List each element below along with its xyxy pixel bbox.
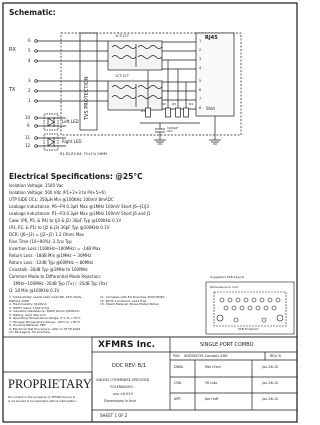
spec-line: 1MHz~100MHz -35dB Typ (Tx) / -35dB Typ (Rx)	[13, 281, 108, 286]
spec-line: Crosstalk -30dB Typ @1MHz to 100MHz	[9, 267, 88, 272]
pcb-subtitle: Dimensions in inch	[210, 285, 239, 289]
note-line: 7. Storage Temperature Range: -40°C to +85°C	[9, 319, 81, 324]
transformer-ratio-bottom: 1CT:1CT	[115, 74, 129, 78]
rj45-pin-6: 6	[199, 88, 202, 92]
proprietary-line-1: Document is the property of XFMRS Group &	[8, 395, 76, 399]
note-line: 2. Flammability: UL94V-0	[9, 302, 47, 306]
note-line: 9. Electrical Test Procedure: refer to XF-TP-0042	[9, 326, 81, 331]
shield-label: Shld	[206, 106, 215, 111]
spec-line: Isolation Voltage: 500 Vdc (P1+2+3 to P4+5+6)	[9, 190, 106, 195]
left-pin-5: 5	[28, 48, 31, 53]
note-line: 11. Complies with EU Directive 2002/95/EC	[100, 295, 165, 299]
electrical-title: Electrical Specifications: @25°C	[9, 172, 143, 181]
rj45-pin-5: 5	[199, 79, 202, 83]
spec-line: Cww: (P6, P5, & P4) to (J3 & J2) 30pF Typ @100KHz 0.1V	[9, 218, 122, 223]
led-pin-12: 12	[25, 143, 31, 148]
proprietary-line-2: is not allowed to be duplicated without authorization	[8, 400, 77, 403]
note-line: 10. Packaging: 50 pcs/Tube	[9, 330, 50, 334]
spec-line: UTP SIDE OCL: 350µH Min @100KHz 100mV 8mADC	[9, 197, 114, 202]
spec-line: Return Loss: -12dB Typ @60MHz ~ 80MHz	[9, 260, 94, 265]
resistor-r1: R1	[141, 109, 145, 113]
spec-line: (P3, P2, & P1) to (J2 & J3) 30pF Typ @100KHz 0.1V	[9, 225, 110, 230]
spec-line: Q: 18 Min @100KHz 0.1V	[9, 288, 60, 293]
spec-line: Leakage Inductance: P1~P3 0.3µH Max @1MHz 100mV Short J6 and J1	[9, 211, 151, 216]
pn-label: P/N:	[173, 354, 180, 358]
rj45-pin-2: 2	[199, 48, 202, 52]
rj45-pin-8: 8	[199, 106, 202, 110]
left-led-label: Left LED	[62, 119, 79, 124]
left-pin-1: 1	[28, 98, 31, 103]
note-line: 13. Shield Material: Brass Plated Nickel	[100, 302, 159, 306]
note-line: Method 208H	[9, 298, 30, 303]
resistor-r3: R3	[172, 102, 176, 106]
rx-label: RX	[9, 47, 16, 53]
connector-label: RJ45	[205, 35, 218, 41]
resistor-r2: R2	[162, 102, 166, 106]
note-line: 6. Operating Temperature Range: 0°C to +70°C	[9, 316, 81, 320]
row-role: CHK.	[174, 381, 183, 385]
row-name: Joe Huff	[205, 397, 219, 401]
led-pin-10: 10	[25, 115, 31, 120]
proprietary-title: PROPRIETARY	[8, 377, 92, 391]
company-name: XFMRS Inc.	[98, 340, 156, 350]
schematic-title: Schematic:	[9, 8, 56, 17]
spec-line: Insertion Loss (100KHz~100MHz) = -1dB Max	[9, 246, 101, 251]
note-line: 12. RoHS Compliant, Lead Free	[100, 298, 147, 303]
spec-line: DCR: (J6~J3) = (J2~J1) 1.2 Ohms Max	[9, 232, 84, 237]
rev-label: REV. B	[270, 354, 281, 358]
note-line: 1. Solderability: Leads shall meet MIL-STD-202G,	[9, 295, 83, 299]
resistor-r4: R4	[189, 102, 193, 106]
spec-line: Return Loss: -18dB Min @1MHz ~ 30MHz	[9, 253, 92, 258]
doc-rev: DOC REV: B/1	[112, 363, 147, 369]
tx-label: TX	[9, 87, 16, 93]
part-number: XFATM2VYS-Combo1-2MS	[184, 354, 228, 358]
tolerances-label: TOLERANCES:	[110, 385, 134, 389]
left-pin-2: 2	[28, 88, 31, 93]
row-date: Jun-26-10	[262, 397, 279, 401]
row-role: DWN.	[174, 365, 184, 369]
resistor-note: R1,R2,R3,R4: 75±1% OHMS	[60, 152, 108, 156]
right-led-label: Right LED	[62, 139, 82, 144]
drawing-title: SINGLE PORT COMBO	[200, 342, 254, 348]
row-date: Jun-26-10	[262, 381, 279, 385]
tolerance-value: .xxx ±0.010	[112, 392, 133, 396]
note-line: 4. Insulation Resistance: 500M Ohms @500Vdc	[9, 309, 80, 313]
note-line: 3. HIPOT rated: 1500 Vrms	[9, 305, 50, 310]
note-line: 8. Housing Material: PBT	[9, 323, 46, 327]
spec-line: Common Mode to Differential Mode Rejection:	[9, 274, 102, 279]
rj45-pin-1: 1	[199, 39, 202, 43]
transformer-ratio-top: 1CT:1CT	[115, 34, 129, 38]
unless-label: UNLESS OTHERWISE SPECIFIED	[96, 378, 150, 382]
capacitor-label: 1000pF 2kV	[167, 126, 179, 133]
row-date: Jun-26-10	[262, 365, 279, 369]
sheet-label: SHEET 1 OF 2	[100, 413, 128, 418]
rj45-pin-3: 3	[199, 57, 202, 61]
note-line: 5. Plating: Gold 30µ inch	[9, 312, 46, 317]
left-pin-4: 4	[28, 58, 31, 63]
rj45-pin-7: 7	[199, 97, 202, 101]
left-pin-6: 6	[28, 38, 31, 43]
schematic-diagram	[35, 33, 241, 150]
led-pin-9: 9	[27, 123, 30, 128]
row-role: APP.	[174, 397, 181, 401]
pcb-title: Suggested PCB Layout	[210, 275, 245, 279]
row-name: Mel Chen	[205, 365, 221, 369]
spec-line: Leakage Inductance: P6~P4 0.3µH Max @1MHz 100mV Short J6~J1/J3	[9, 204, 149, 209]
led-pin-11: 11	[25, 135, 31, 140]
tvs-protection-label: TVS PROTECTION	[84, 76, 90, 120]
row-name: YK Liao	[205, 381, 218, 385]
left-pin-3: 3	[28, 78, 31, 83]
dimensions-label: Dimensions in Inch	[104, 399, 137, 403]
spec-line: Rise Time (10~90%): 2.5ns Typ	[9, 239, 72, 244]
rj45-pin-4: 4	[199, 66, 202, 70]
pcb-footprint-label: PCB Footprint	[238, 327, 259, 331]
spec-line: Isolation Voltage: 1500 Vac	[9, 183, 64, 188]
